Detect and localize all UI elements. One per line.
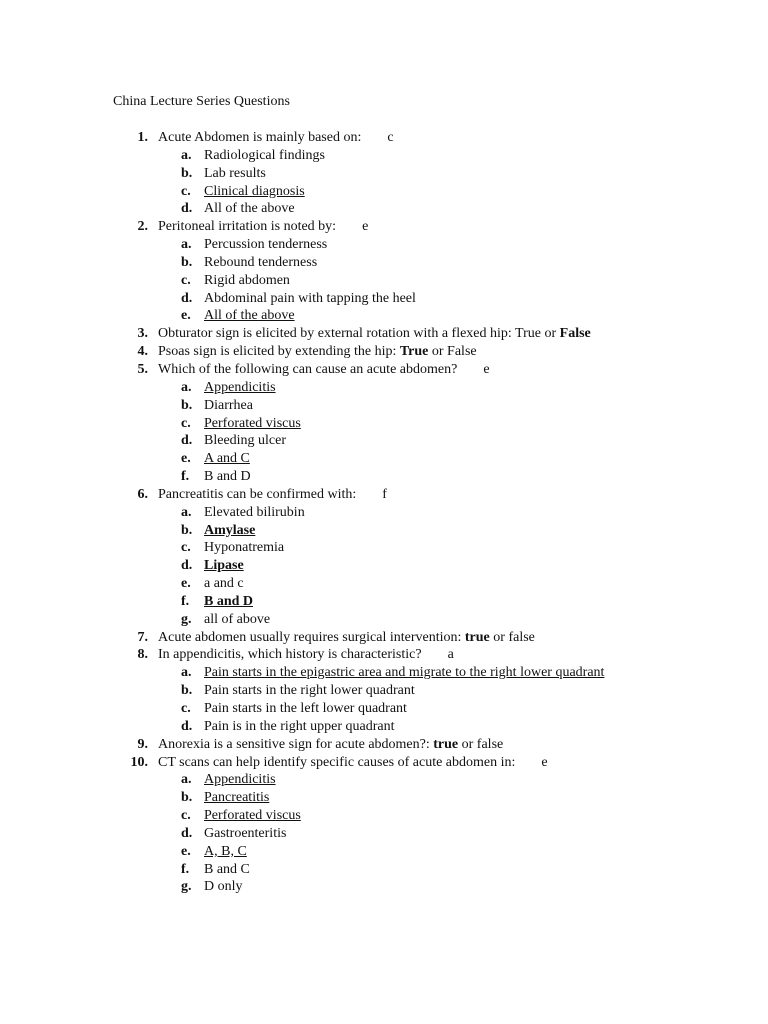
option-text: Pain starts in the left lower quadrant [204,701,407,716]
answer-key: e [362,219,369,235]
option-line [0,504,768,522]
option-text: Clinical diagnosis [204,183,305,199]
option-line [0,718,768,736]
option-line [0,450,768,468]
option-letter: a. [181,147,192,163]
option-text: B and D [204,593,254,609]
question-number: 8. [137,647,148,663]
option-line [0,557,768,575]
answer-bold: False [559,326,591,342]
option-line [0,861,768,879]
option-line [0,147,768,165]
option-letter: d. [181,290,193,306]
question-number: 10. [130,754,148,770]
option-line [0,593,768,611]
answer-bold: true [464,629,490,645]
option-text: B and D [204,469,251,485]
option-letter: b. [181,254,193,270]
question-text [158,361,490,379]
question-stem: Pancreatitis can be confirmed with: [158,486,357,502]
option-line [0,522,768,540]
question-line [0,361,768,379]
question-stem: Psoas sign is elicited by extending the hip: [158,344,397,360]
option-text: Pain starts in the right lower quadrant [204,683,415,699]
option-line [0,807,768,825]
option-letter: d. [181,433,193,449]
question-text [158,325,591,343]
option-text: B and C [204,861,250,877]
option-text: All of the above [204,308,295,324]
option-text: Elevated bilirubin [204,504,305,520]
question-number: 3. [137,326,148,342]
option-text: Lab results [204,165,266,181]
answer-key: e [483,361,490,377]
answer-key: f [382,486,387,502]
question-line [0,343,768,361]
option-line [0,432,768,450]
option-text: all of above [204,611,271,627]
option-letter: c. [181,272,191,288]
answer-key: c [387,130,394,145]
option-text: Appendicitis [204,772,276,788]
option-line [0,165,768,183]
option-line [0,611,768,629]
option-line [0,575,768,593]
option-letter: c. [181,701,191,716]
question-stem: Acute abdomen usually requires surgical intervention: [158,629,462,645]
question-text [158,343,477,361]
question-list [0,129,768,896]
question-text [158,486,387,504]
question-stem: In appendicitis, which history is characteristic? [158,647,422,663]
question-number: 5. [137,361,148,377]
option-line [0,272,768,290]
answer-key: e [541,754,548,770]
option-letter: a. [181,504,192,520]
option-letter: e. [181,451,191,467]
option-letter: f. [181,593,190,609]
option-line [0,682,768,700]
question-stem: Which of the following can cause an acute abdomen? [158,361,458,377]
question-number: 7. [137,629,148,645]
question-number: 4. [137,344,148,360]
question-number: 1. [137,130,148,145]
option-letter: b. [181,683,193,699]
question-line [0,486,768,504]
option-letter: a. [181,772,192,788]
option-text: Amylase [204,522,256,538]
answer-bold: True [399,344,429,360]
option-text: Gastroenteritis [204,825,287,841]
question-text [158,646,454,664]
option-letter: c. [181,415,191,431]
option-letter: e. [181,576,191,592]
question-text [158,218,368,236]
option-text: A and C [204,451,250,467]
option-line [0,468,768,486]
option-letter: e. [181,843,191,859]
option-text: a and c [204,576,244,592]
option-letter: f. [181,469,190,485]
option-text: Diarrhea [204,397,253,413]
option-letter: c. [181,183,191,199]
option-letter: e. [181,308,191,324]
option-text: Hyponatremia [204,540,285,556]
question-line [0,646,768,664]
answer-tail: or False [431,344,477,360]
option-text: Abdominal pain with tapping the heel [204,290,416,306]
question-line [0,129,768,147]
option-text: Radiological findings [204,147,325,163]
answer-tail: or false [493,629,535,645]
question-line [0,325,768,343]
question-text [158,736,503,754]
option-letter: d. [181,558,193,574]
option-line [0,254,768,272]
option-line [0,200,768,218]
question-line [0,736,768,754]
option-line [0,183,768,201]
option-text: D only [204,879,243,895]
option-letter: b. [181,397,193,413]
option-line [0,379,768,397]
option-text: Percussion tenderness [204,237,328,253]
question-stem: Anorexia is a sensitive sign for acute abdomen?: [158,736,430,752]
option-text: Pain starts in the epigastric area and migrate to the right lower quadrant [204,665,605,681]
option-text: Rigid abdomen [204,272,290,288]
option-line [0,236,768,254]
option-letter: b. [181,790,193,806]
option-letter: d. [181,825,193,841]
option-letter: g. [181,611,192,627]
option-line [0,307,768,325]
question-stem: Acute Abdomen is mainly based on: [158,130,362,145]
question-number: 6. [137,486,148,502]
option-text: Pancreatitis [204,790,270,806]
answer-tail: or false [461,736,504,752]
question-text [158,129,394,147]
option-letter: c. [181,540,191,556]
option-letter: a. [181,237,192,253]
option-line [0,878,768,896]
option-text: Lipase [204,558,244,574]
question-number: 9. [137,736,148,752]
option-letter: b. [181,165,193,181]
document-title: China Lecture Series Questions [113,94,290,109]
option-text: Bleeding ulcer [204,433,287,449]
option-letter: g. [181,879,192,895]
option-line [0,700,768,718]
option-letter: d. [181,718,193,734]
option-letter: d. [181,201,193,217]
option-line [0,843,768,861]
option-letter: b. [181,522,193,538]
question-line [0,218,768,236]
option-line [0,290,768,308]
option-letter: f. [181,861,190,877]
question-line [0,629,768,647]
option-text: Rebound tenderness [204,254,318,270]
option-text: All of the above [204,201,295,217]
option-text: Perforated viscus [204,808,301,824]
question-stem: Obturator sign is elicited by external rotation with a flexed hip: True or [158,326,557,342]
option-text: A, B, C [204,843,247,859]
option-text: Perforated viscus [204,415,301,431]
option-line [0,771,768,789]
question-text [158,629,535,647]
option-text: Appendicitis [204,379,276,395]
option-line [0,539,768,557]
option-text: Pain is in the right upper quadrant [204,718,395,734]
question-stem: CT scans can help identify specific causes of acute abdomen in: [158,754,516,770]
question-line [0,754,768,772]
option-line [0,664,768,682]
option-line [0,397,768,415]
option-letter: a. [181,665,192,681]
question-stem: Peritoneal irritation is noted by: [158,219,337,235]
option-line [0,415,768,433]
option-line [0,789,768,807]
answer-bold: true [433,736,459,752]
option-letter: a. [181,379,192,395]
answer-key: a [447,647,454,663]
option-line [0,825,768,843]
question-text [158,754,548,772]
option-letter: c. [181,808,191,824]
question-number: 2. [137,219,148,235]
